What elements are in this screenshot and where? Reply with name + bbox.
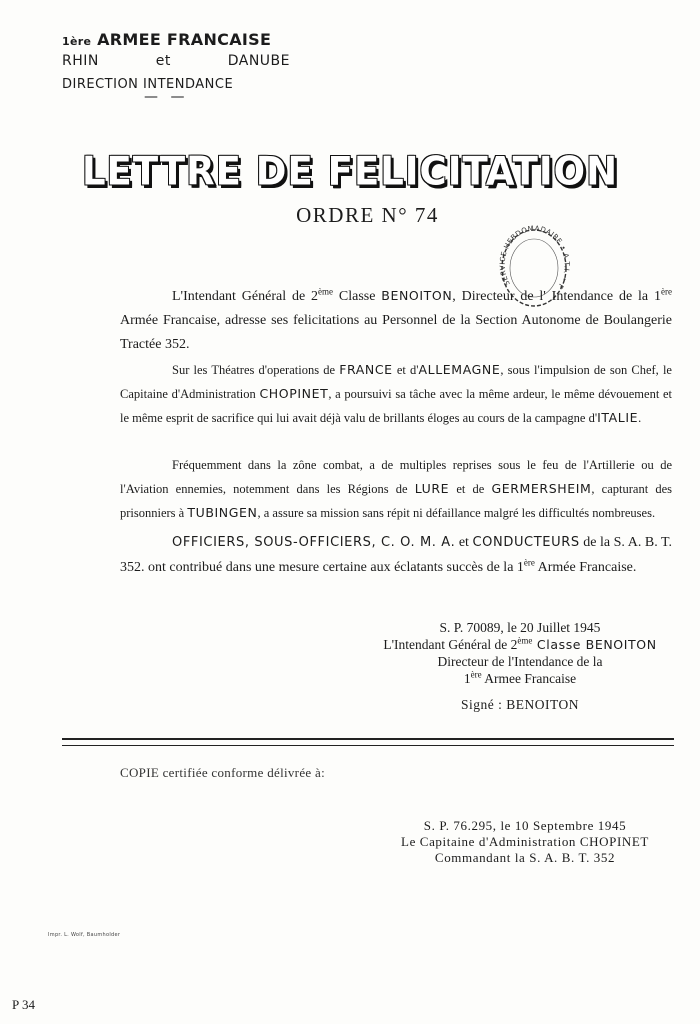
sig1-line-4a: 1 xyxy=(463,671,471,686)
theatre-and: et xyxy=(155,53,171,69)
paragraph-4 xyxy=(120,530,672,580)
p2-france: FRANCE xyxy=(339,362,393,377)
paragraph-2 xyxy=(120,358,672,430)
p1-text-c: , Directeur de l' Intendance de la 1 xyxy=(452,289,661,304)
sig2-place-date: S. P. 76.295, le 10 Septembre 1945 xyxy=(423,818,627,833)
sig1-line-2-sup: ème xyxy=(517,635,533,646)
sig1-place-date: S. P. 70089, le 20 Juillet 1945 xyxy=(439,620,601,635)
p3-lure: LURE xyxy=(414,481,450,496)
printer-credit: Impr. L. Wolf, Baumholder xyxy=(48,932,121,938)
p3-text-d: , a assure sa mission sans répit ni défaillance malgré les difficultés nombreuses. xyxy=(257,506,656,520)
p2-text-e: . xyxy=(638,411,642,425)
p3-text-b: et de xyxy=(449,482,492,496)
sig1-line-2b: Classe BENOITON xyxy=(532,637,657,652)
page-number: P 34 xyxy=(12,997,35,1012)
sig1-signed: Signé : BENOITON xyxy=(461,697,579,712)
p1-text-d: Armée Francaise, adresse ses felicitations au Personnel de la Section Autonome de Boulangerie Tractée 352. xyxy=(120,313,672,352)
divider-rule-top xyxy=(62,738,674,740)
sig1-line-4-sup: ère xyxy=(470,669,482,680)
army-prefix: 1ère xyxy=(62,35,92,48)
sig1-line-2a: L'Intendant Général de 2 xyxy=(383,637,518,652)
sig2-line-3: Commandant la S. A. B. T. 352 xyxy=(434,850,616,865)
p4-conducteurs: CONDUCTEURS xyxy=(472,535,580,550)
directorate-heading: DIRECTION INTENDANCE xyxy=(62,77,234,92)
theatre-heading xyxy=(62,53,290,69)
army-heading xyxy=(62,30,271,49)
p4-text-d: de la S. A. B. T. 352. ont contribué dans une mesure certaine aux éclatants succès de la 1 xyxy=(120,535,672,575)
p2-italie: ITALIE xyxy=(597,410,639,425)
signature-block-1 xyxy=(350,619,690,713)
paragraph-3 xyxy=(120,453,672,525)
p2-text-a: Sur les Théatres d'operations de xyxy=(172,363,340,377)
p3-text-c: , capturant des prisonniers à xyxy=(120,482,672,520)
paragraph-1 xyxy=(120,284,672,357)
sig1-line-3: Directeur de l'Intendance de la xyxy=(437,654,603,669)
divider-rule-bottom xyxy=(62,745,674,746)
theatre-left: RHIN xyxy=(62,53,99,69)
p2-text-c: , sous l'impulsion de son Chef, le Capitaine d'Administration xyxy=(120,363,672,401)
p2-chopinet: CHOPINET xyxy=(259,386,329,401)
theatre-right: DANUBE xyxy=(227,53,290,69)
signature-block-2 xyxy=(360,818,690,866)
p1-sup-1: ème xyxy=(318,286,334,297)
sig1-line-2 xyxy=(350,636,690,653)
p1-sup-2: ère xyxy=(660,286,672,297)
copy-certification-note: COPIE certifiée conforme délivrée à: xyxy=(120,765,325,780)
p2-text-b: et d' xyxy=(392,363,419,377)
p3-tubingen: TUBINGEN xyxy=(187,505,258,520)
army-name: ARMEE FRANCAISE xyxy=(97,30,272,49)
p3-text-a: Fréquemment dans la zône combat, a de multiples reprises sous le feu de l'Artillerie ou de l'Aviation ennemies, notemment dans les Régions de xyxy=(120,458,672,496)
svg-text:SERVICE HEBDOMADAIRE • A.T.I. xyxy=(496,224,571,290)
stamp-text: SERVICE HEBDOMADAIRE • A.T.I. • F xyxy=(498,224,571,290)
p2-text-d: , a poursuivi sa tâche avec la même ardeur, le même dévouement et le même esprit de sacrifice qui lui avait déjà valu de brillants éloges au cours de la campagne d' xyxy=(120,387,673,425)
p2-allemagne: ALLEMAGNE xyxy=(418,362,501,377)
document-title: LETTRE DE FELICITATION xyxy=(81,148,619,195)
p1-text-a: L'Intendant Général de 2 xyxy=(172,289,319,304)
order-number: ORDRE N° 74 xyxy=(296,203,439,227)
p4-officers: OFFICIERS, SOUS-OFFICIERS, C. O. M. A. xyxy=(172,535,456,550)
sig2-line-2: Le Capitaine d'Administration CHOPINET xyxy=(401,834,649,849)
p1-text-b: Classe xyxy=(333,289,382,304)
sig1-line-4 xyxy=(350,670,690,687)
p4-text-b: et xyxy=(455,535,473,550)
p4-text-e: Armée Francaise. xyxy=(534,560,637,575)
p1-name: BENOITON xyxy=(381,288,453,303)
header-dashes: — — xyxy=(144,89,189,105)
p3-germersheim: GERMERSHEIM xyxy=(491,481,592,496)
sig1-line-4b: Armee Francaise xyxy=(481,671,577,686)
p4-sup: ère xyxy=(523,557,535,568)
